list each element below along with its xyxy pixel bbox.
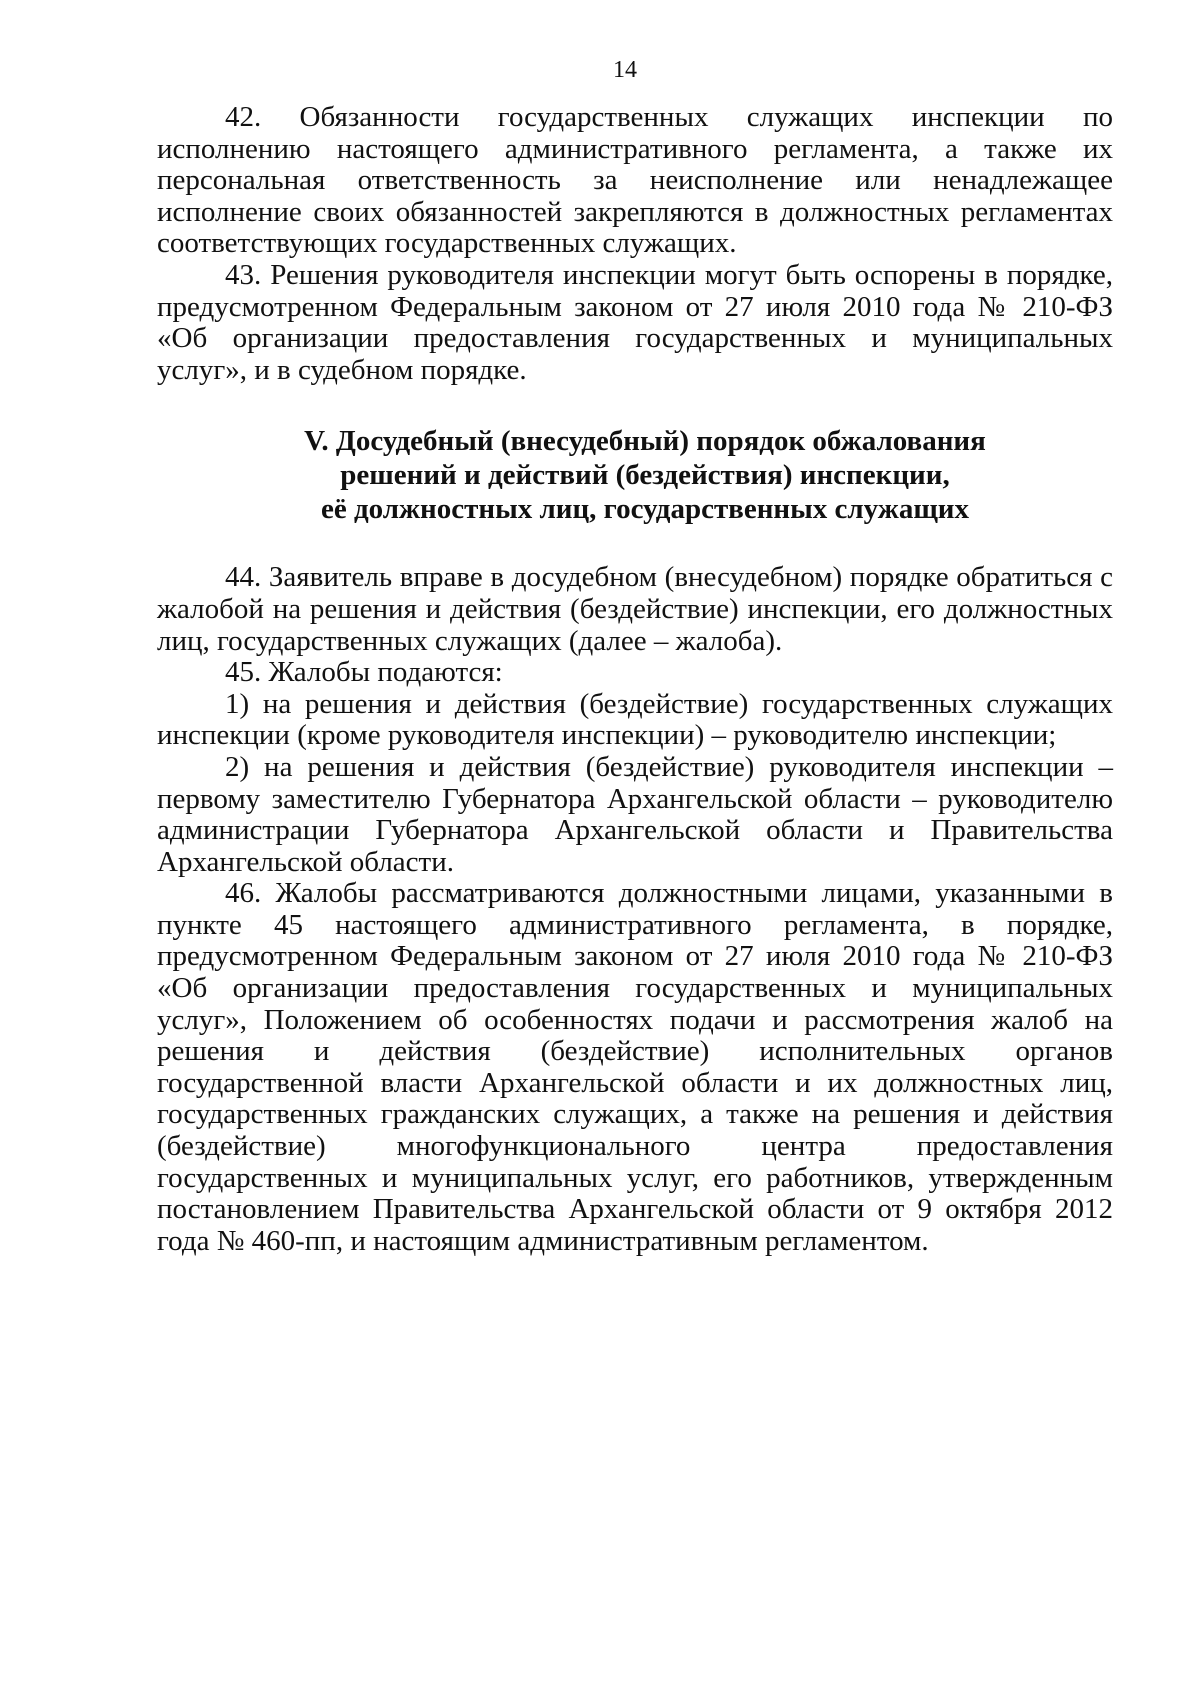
paragraph-44: 44. Заявитель вправе в досудебном (внесудебном) порядке обратиться с жалобой на решения и действия (бездействие) инспекции, его должностных лиц, государственных служащих (далее – жалоба). bbox=[157, 561, 1113, 657]
paragraph-45-item-2: 2) на решения и действия (бездействие) руководителя инспекции – первому заместителю Губернатора Архангельской области – руководителю администрации Губернатора Архангельской области и Правительства Архангельской области. bbox=[157, 750, 1113, 878]
page-number: 14 bbox=[613, 57, 637, 83]
paragraph-45: 45. Жалобы подаются: bbox=[225, 656, 503, 689]
paragraph-46: 46. Жалобы рассматриваются должностными лицами, указанными в пункте 45 настоящего административного регламента, в порядке, предусмотренном Федеральным законом от 27 июля 2010 года № 210-ФЗ «Об организации предоставления государственных и муниципальных услуг», Положением об особенностях подачи и рассмотрения жалоб на решения и действия (бездействие) исполнительных органов государственной власти Архангельской области и их должностных лиц, государственных гражданских служащих, а также на решения и действия (бездействие) многофункционального центра предоставления государственных и муниципальных услуг, его работников, утвержденным постановлением Правительства Архангельской области от 9 октября 2012 года № 460-пп, и настоящим административным регламентом. bbox=[157, 877, 1113, 1257]
paragraph-43: 43. Решения руководителя инспекции могут быть оспорены в порядке, предусмотренном Федеральным законом от 27 июля 2010 года № 210-ФЗ «Об организации предоставления государственных и муниципальных услуг», и в судебном порядке. bbox=[157, 258, 1113, 386]
document-body bbox=[157, 102, 1113, 1257]
section-heading bbox=[157, 424, 1113, 526]
section-heading-line-3: её должностных лиц, государственных служащих bbox=[320, 493, 970, 526]
section-heading-line-2: решений и действий (бездействия) инспекции, bbox=[340, 459, 950, 492]
section-heading-line-1: V. Досудебный (внесудебный) порядок обжалования bbox=[304, 425, 986, 458]
paragraph-45-item-1: 1) на решения и действия (бездействие) государственных служащих инспекции (кроме руководителя инспекции) – руководителю инспекции; bbox=[157, 687, 1113, 752]
paragraph-42: 42. Обязанности государственных служащих инспекции по исполнению настоящего административного регламента, а также их персональная ответственность за неисполнение или ненадлежащее исполнение своих обязанностей закрепляются в должностных регламентах соответствующих государственных служащих. bbox=[157, 101, 1113, 260]
